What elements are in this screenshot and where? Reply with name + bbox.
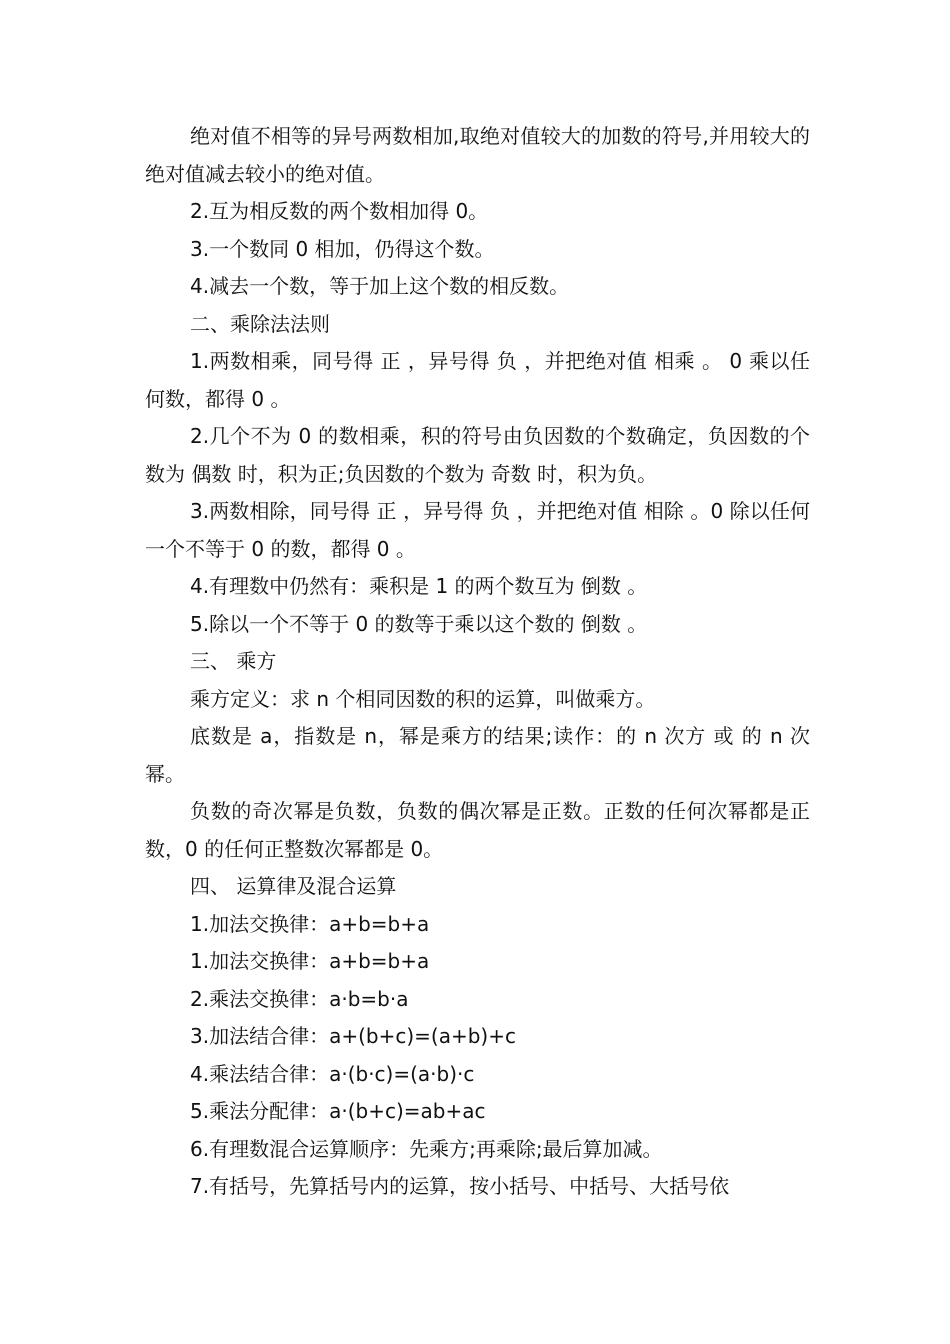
section-heading: 二、乘除法法则 [190, 311, 330, 336]
section-heading: 四、 运算律及混合运算 [190, 874, 397, 898]
paragraph: 5.乘法分配律：a·(b+c)=ab+ac [190, 1099, 486, 1123]
section-heading: 三、 乘方 [190, 649, 277, 673]
paragraph: 3.两数相除，同号得 正 ，异号得 负 ，并把绝对值 相除 。0 除以任何一个不等于 0 的数，都得 0 。 [145, 499, 810, 561]
paragraph: 底数是 a，指数是 n，幂是乘方的结果;读作：的 n 次方 或 的 n 次幂。 [145, 724, 810, 786]
paragraph: 1.两数相乘，同号得 正 ，异号得 负 ，并把绝对值 相乘 。 0 乘以任何数，都得 0 。 [145, 349, 810, 411]
paragraph: 绝对值不相等的异号两数相加,取绝对值较大的加数的符号,并用较大的绝对值减去较小的绝对值。 [145, 124, 810, 186]
paragraph: 1.加法交换律：a+b=b+a [190, 949, 430, 973]
paragraph: 4.乘法结合律：a·(b·c)=(a·b)·c [190, 1061, 475, 1086]
paragraph: 3.加法结合律：a+(b+c)=(a+b)+c [190, 1024, 516, 1048]
document-body [145, 118, 810, 1206]
paragraph: 负数的奇次幂是负数，负数的偶次幂是正数。正数的任何次幂都是正数，0 的任何正整数次幂都是 0。 [145, 799, 810, 861]
paragraph: 3.一个数同 0 相加，仍得这个数。 [190, 236, 495, 261]
paragraph: 乘方定义：求 n 个相同因数的积的运算，叫做乘方。 [190, 686, 656, 711]
paragraph: 2.几个不为 0 的数相乘，积的符号由负因数的个数确定，负因数的个数为 偶数 时，积为正;负因数的个数为 奇数 时，积为负。 [145, 424, 810, 486]
paragraph: 5.除以一个不等于 0 的数等于乘以这个数的 倒数 。 [190, 611, 648, 636]
paragraph: 2.乘法交换律：a·b=b·a [190, 986, 409, 1011]
paragraph: 2.互为相反数的两个数相加得 0。 [190, 199, 489, 223]
paragraph: 1.加法交换律：a+b=b+a [190, 911, 430, 936]
paragraph: 4.有理数中仍然有：乘积是 1 的两个数互为 倒数 。 [190, 574, 648, 598]
paragraph: 6.有理数混合运算顺序：先乘方;再乘除;最后算加减。 [190, 1136, 663, 1161]
paragraph: 7.有括号，先算括号内的运算，按小括号、中括号、大括号依 [190, 1174, 730, 1198]
paragraph: 4.减去一个数，等于加上这个数的相反数。 [190, 274, 570, 298]
